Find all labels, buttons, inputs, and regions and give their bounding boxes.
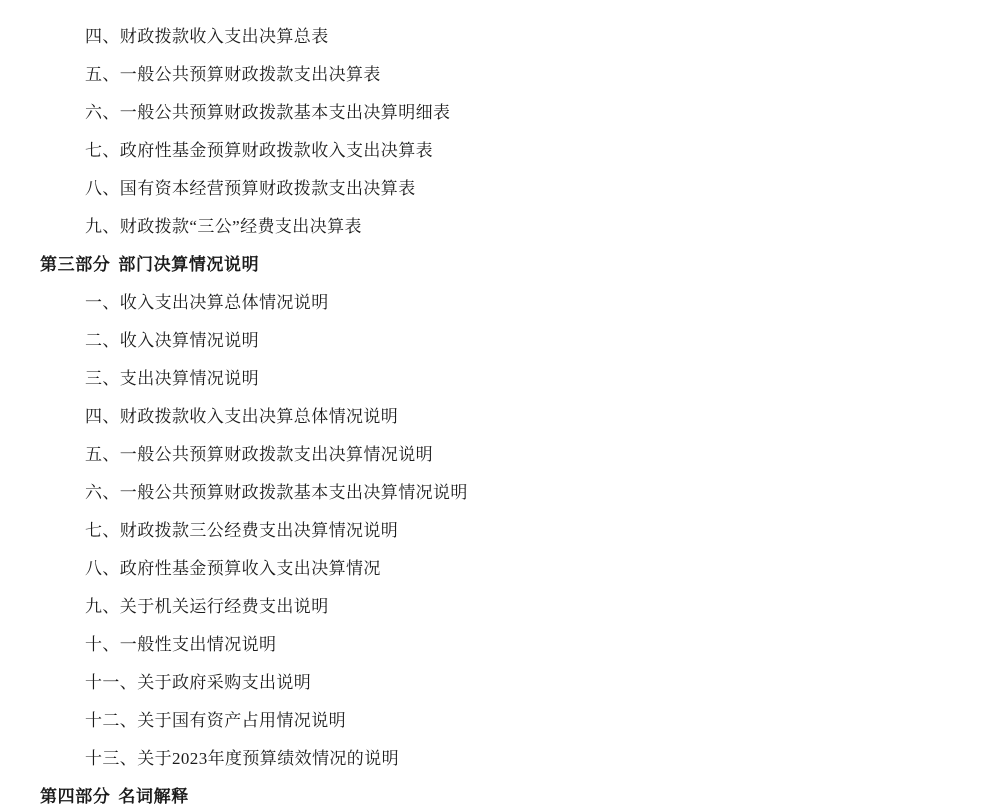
table-of-contents [40,28,940,805]
toc-part-heading[interactable] [40,256,940,273]
toc-entry-label: 三、支出决算情况说明 [85,369,259,388]
toc-entry-label: 十、一般性支出情况说明 [85,635,277,654]
toc-entry-label: 一、收入支出决算总体情况说明 [85,293,329,312]
toc-entry[interactable] [40,674,940,691]
toc-entry[interactable] [40,712,940,729]
toc-entry-label: 九、关于机关运行经费支出说明 [85,597,329,616]
toc-entry[interactable] [40,218,940,235]
toc-entry[interactable] [40,370,940,387]
toc-entry-label: 九、财政拨款“三公”经费支出决算表 [85,217,362,236]
toc-entry[interactable] [40,142,940,159]
toc-entry[interactable] [40,750,940,767]
toc-part-label: 第四部分 [40,787,111,806]
toc-part-heading[interactable] [40,788,940,805]
toc-entry-label: 十一、关于政府采购支出说明 [85,673,312,692]
toc-entry[interactable] [40,598,940,615]
toc-entry[interactable] [40,446,940,463]
toc-entry[interactable] [40,484,940,501]
toc-entry[interactable] [40,180,940,197]
toc-entry-label: 八、政府性基金预算收入支出决算情况 [85,559,381,578]
toc-entry-label: 二、收入决算情况说明 [85,331,259,350]
toc-entry-label: 十二、关于国有资产占用情况说明 [85,711,346,730]
toc-entry[interactable] [40,66,940,83]
toc-entry-label: 四、财政拨款收入支出决算总表 [85,27,329,46]
toc-entry[interactable] [40,636,940,653]
toc-entry-label: 七、财政拨款三公经费支出决算情况说明 [85,521,399,540]
toc-entry-label: 八、国有资本经营预算财政拨款支出决算表 [85,179,416,198]
toc-part-title: 部门决算情况说明 [118,255,260,274]
toc-entry-label: 四、财政拨款收入支出决算总体情况说明 [85,407,399,426]
toc-entry[interactable] [40,560,940,577]
toc-entry[interactable] [40,294,940,311]
toc-entry[interactable] [40,332,940,349]
toc-entry-label: 六、一般公共预算财政拨款基本支出决算情况说明 [85,483,468,502]
toc-entry[interactable] [40,28,940,45]
toc-entry-label: 七、政府性基金预算财政拨款收入支出决算表 [85,141,433,160]
toc-entry-label: 十三、关于2023年度预算绩效情况的说明 [85,749,399,768]
toc-entry-label: 六、一般公共预算财政拨款基本支出决算明细表 [85,103,451,122]
toc-part-title: 名词解释 [118,787,189,806]
toc-entry[interactable] [40,522,940,539]
toc-part-label: 第三部分 [40,255,111,274]
toc-entry-label: 五、一般公共预算财政拨款支出决算情况说明 [85,445,433,464]
toc-entry[interactable] [40,408,940,425]
toc-entry-label: 五、一般公共预算财政拨款支出决算表 [85,65,381,84]
toc-entry[interactable] [40,104,940,121]
